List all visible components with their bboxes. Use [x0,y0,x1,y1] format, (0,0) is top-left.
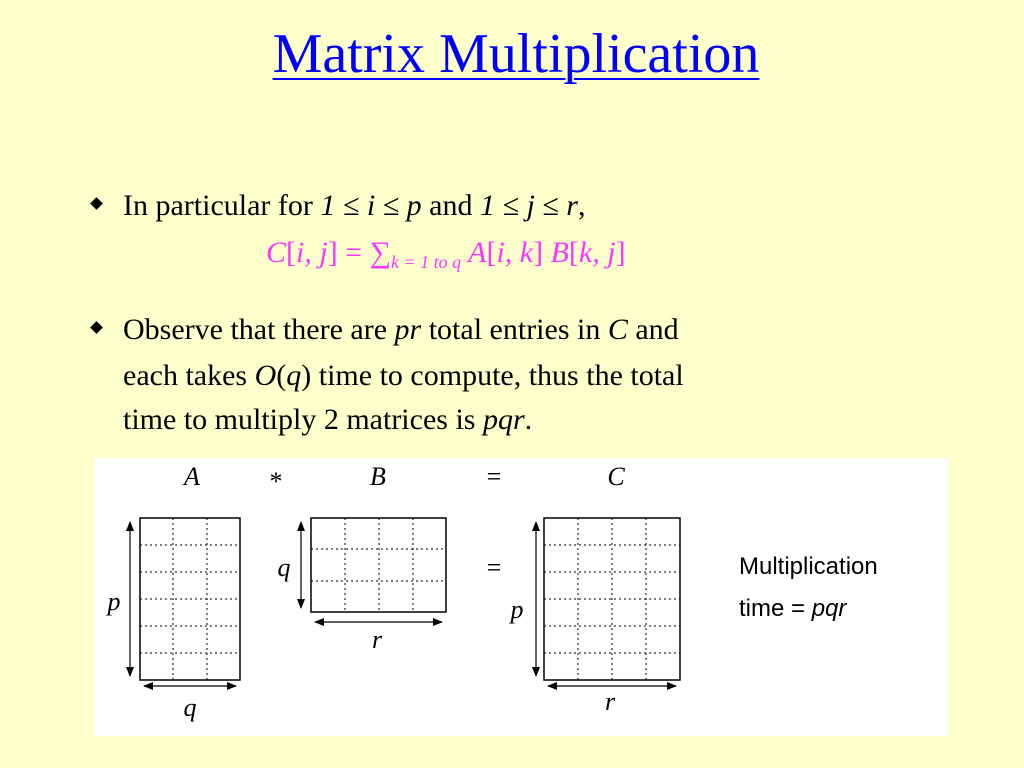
bullet-2-text [123,306,684,444]
var-pr: pr [394,313,422,346]
var-c: C [607,313,628,346]
matrix-diagram-svg [94,458,948,736]
formula-kj: k, j [578,236,616,269]
caption-line-1: Multiplication [739,553,878,580]
dim-c-cols: r [604,687,616,716]
bullet-2-line-3 [123,396,684,444]
formula-ij: i, j [296,236,328,269]
formula-a: A [461,236,487,269]
caption-pqr: pqr [811,595,847,622]
label-c: C [607,462,625,491]
bullet-diamond-icon [90,321,103,334]
bullet-1-lead: In particular for [123,189,321,222]
text-run: each takes [123,359,255,392]
dim-b-rows: q [277,553,291,582]
text-run: and [627,313,679,346]
text-run: time to multiply 2 matrices is [123,403,483,436]
formula-ik: i, k [496,236,534,269]
var-pqr: pqr [482,403,525,436]
bullet-2-line-1 [123,306,684,354]
sum-formula [266,236,626,273]
bullet-1-tail: , [577,189,586,222]
caption-time-label: time = [739,595,812,622]
matrix-a-grid [140,518,240,680]
dim-a-rows: p [107,587,121,616]
dim-a-cols: q [183,693,197,722]
equals-middle: = [486,553,502,582]
label-b: B [370,462,386,491]
bullet-diamond-icon [90,197,103,210]
formula-bracket-eq: ] = [327,236,370,269]
big-o: O [254,359,277,392]
equals-top: = [486,462,502,491]
matrix-b-grid [311,518,446,612]
formula-bracket: [ [568,236,579,269]
text-run: . [524,403,533,436]
dim-c-rows: p [510,595,524,624]
slide-title: Matrix Multiplication [272,23,760,85]
text-run: Observe that there are [123,313,395,346]
formula-bracket: [ [486,236,497,269]
text-run: total entries in [421,313,608,346]
paren: ) [301,359,312,392]
matrix-c-grid [544,518,680,680]
bullet-1-condition-i: 1 ≤ i ≤ p [320,189,422,222]
formula-c: C [266,236,287,269]
bullet-1-text [123,182,585,230]
formula-sum-range: k = 1 to q [391,252,462,272]
formula-b: B [550,236,569,269]
formula-bracket: [ [286,236,297,269]
dim-b-cols: r [371,625,383,654]
caption-line-2 [739,595,847,622]
formula-bracket: ] [533,236,551,269]
bullet-2-line-2 [123,352,684,400]
text-run: time to compute, thus the total [311,359,684,392]
paren: ( [276,359,287,392]
label-a: A [184,462,200,491]
matrix-diagram [94,458,948,736]
multiply-icon: * [269,467,283,496]
sigma-icon: ∑ [369,236,391,269]
var-q: q [286,359,302,392]
bullet-1-condition-j: 1 ≤ j ≤ r [480,189,578,222]
bullet-1-and: and [421,189,480,222]
formula-bracket: ] [615,236,626,269]
